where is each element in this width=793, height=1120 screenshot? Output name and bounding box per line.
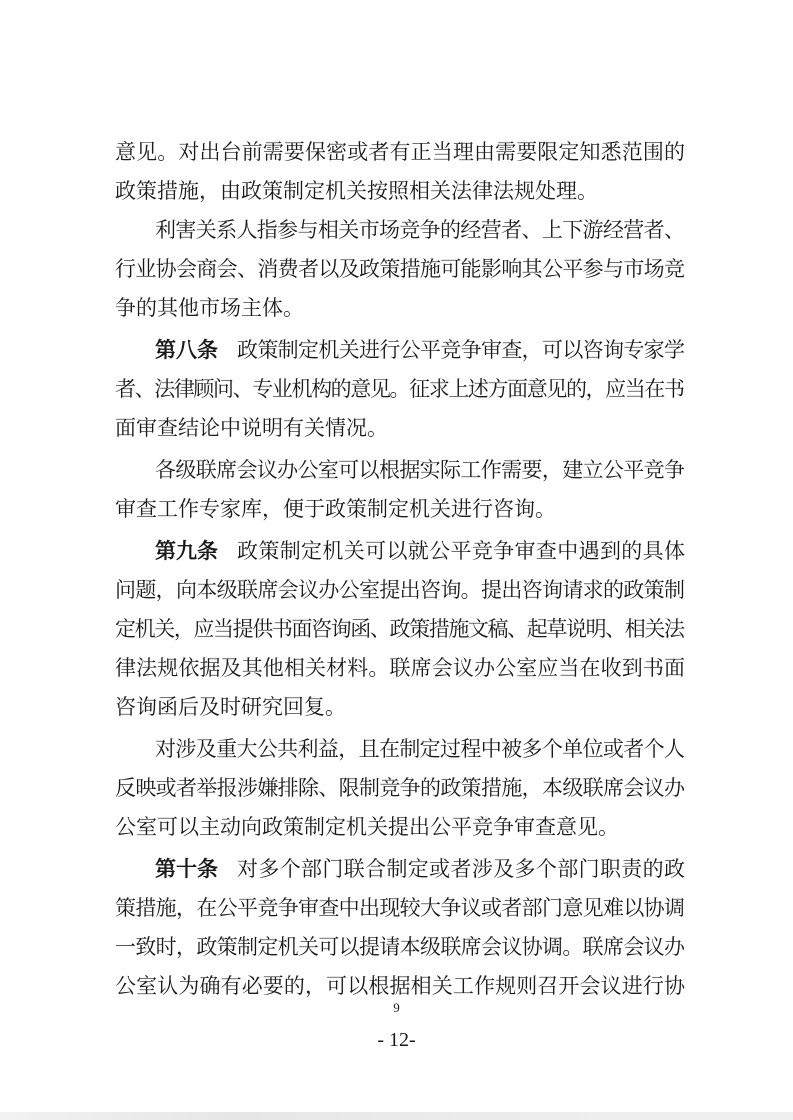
text-line [0,254,793,284]
text-line [0,692,793,722]
paragraph-text: 对涉及重大公共利益，且在制定过程中被多个单位或者个人 [155,737,685,761]
paragraph-text: 公室可以主动向政策制定机关提出公平竞争审查意见。 [115,815,619,839]
paragraph-text: 策措施，在公平竞争审查中出现较大争议或者部门意见难以协调 [115,896,685,920]
paragraph-text: 公室认为确有必要的，可以根据相关工作规则召开会议进行协 [115,974,686,998]
paragraph-text: 政策制定机关可以就公平竞争审查中遇到的具体 [237,539,686,563]
paragraph-text: 律法规依据及其他相关材料。联席会议办公室应当在收到书面 [115,656,686,680]
paragraph-text: 一致时，政策制定机关可以提请本级联席会议协调。联席会议办 [115,935,685,959]
article-number: 第八条 [155,338,218,362]
text-line [0,455,793,485]
inner-page-number: 9 [393,1000,400,1015]
article-number: 第九条 [155,539,218,563]
text-line [0,335,793,365]
paragraph-text: 对多个部门联合制定或者涉及多个部门职责的政 [237,857,686,881]
text-line [0,137,793,167]
text-line [0,536,793,566]
paragraph-text: 政策措施，由政策制定机关按照相关法律法规处理。 [115,179,598,203]
text-line [0,413,793,443]
article-number: 第十条 [155,857,218,881]
text-line [0,932,793,962]
paragraph-text: 者、法律顾问、专业机构的意见。征求上述方面意见的，应当在书 [115,377,684,401]
paragraph-text: 审查工作专家库，便于政策制定机关进行咨询。 [115,497,556,521]
paragraph-text: 定机关，应当提供书面咨询函、政策措施文稿、起草说明、相关法 [115,617,684,641]
text-line [0,773,793,803]
text-line [0,374,793,404]
paragraph-text: 争的其他市场主体。 [115,296,304,320]
text-line [0,575,793,605]
text-line [0,971,793,1001]
text-line [0,812,793,842]
paragraph-text: 问题，向本级联席会议办公室提出咨询。提出咨询请求的政策制 [115,578,685,602]
text-line [0,494,793,524]
paragraph-text: 咨询函后及时研究回复。 [115,695,346,719]
text-line [0,854,793,884]
text-line [0,176,793,206]
text-line [0,215,793,245]
text-line [0,293,793,323]
paragraph-text: 利害关系人指参与相关市场竞争的经营者、上下游经营者、 [155,218,685,242]
scan-edge [0,1112,793,1120]
paragraph-text: 各级联席会议办公室可以根据实际工作需要，建立公平竞争 [155,458,685,482]
paragraph-text: 政策制定机关进行公平竞争审查，可以咨询专家学 [237,338,685,362]
outer-page-number: - 12- [377,1029,416,1051]
paragraph-text: 面审查结论中说明有关情况。 [115,416,388,440]
text-line [0,734,793,764]
paragraph-text: 行业协会商会、消费者以及政策措施可能影响其公平参与市场竞 [115,257,685,281]
paragraph-text: 意见。对出台前需要保密或者有正当理由需要限定知悉范围的 [115,140,686,164]
text-line [0,614,793,644]
paragraph-text: 反映或者举报涉嫌排除、限制竞争的政策措施，本级联席会议办 [115,776,685,800]
text-line [0,653,793,683]
text-line [0,893,793,923]
